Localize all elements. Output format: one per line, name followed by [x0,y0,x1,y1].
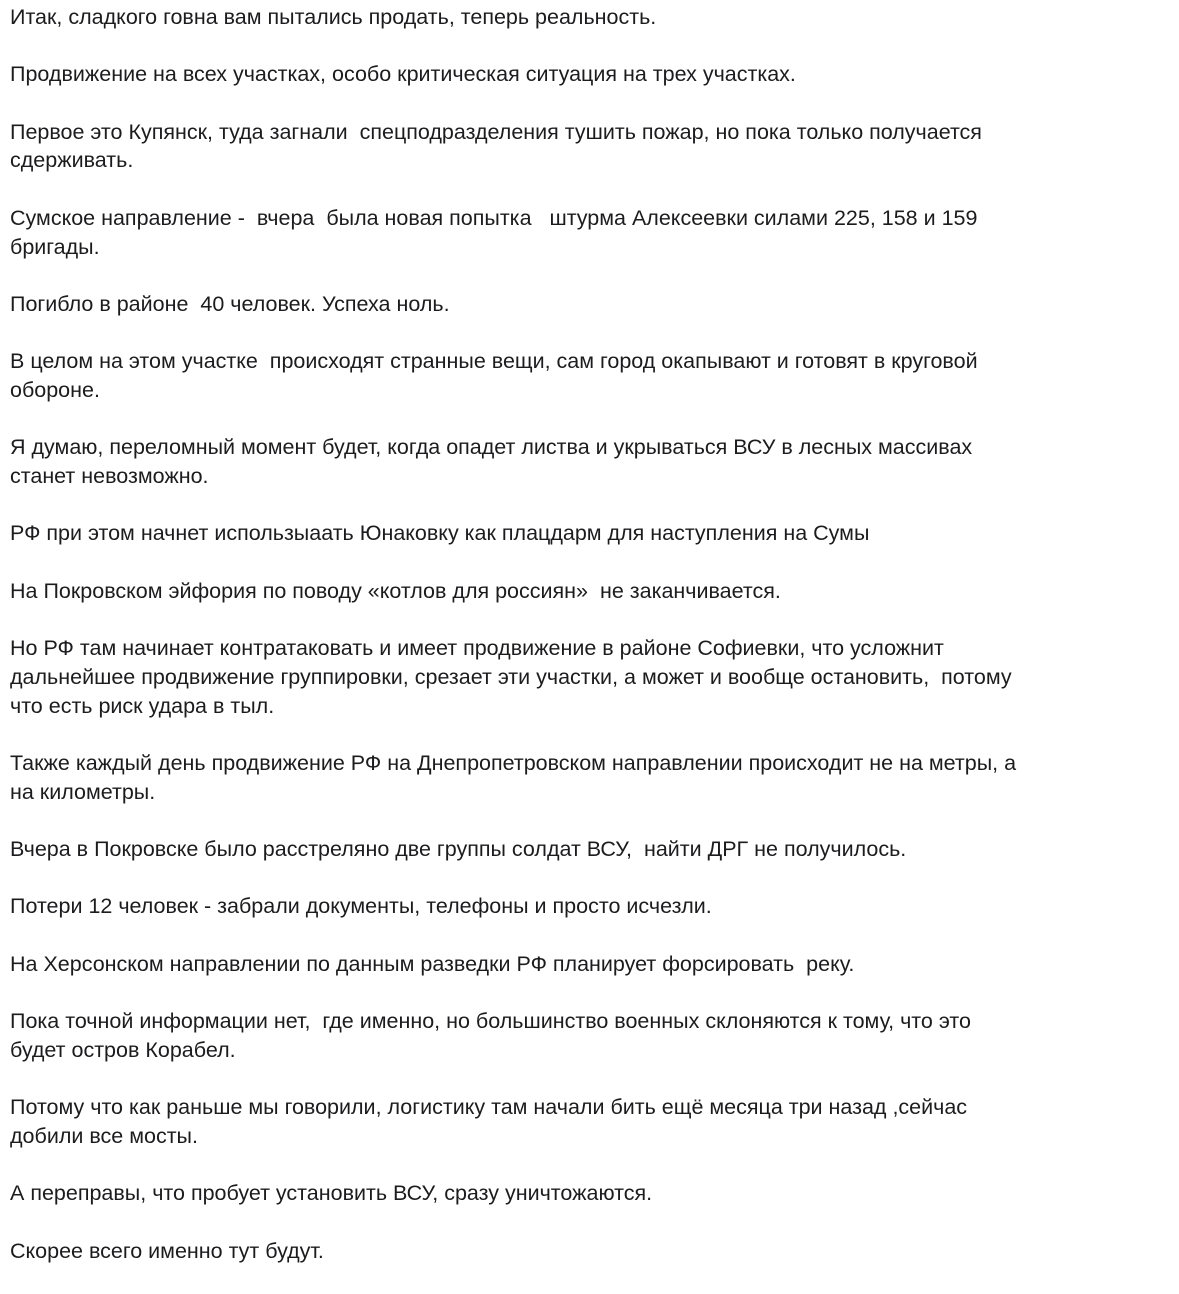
text-line: Потери 12 человек - забрали документы, телефоны и просто исчезли. [10,894,712,919]
paragraph [10,749,1179,806]
text-line: Первое это Купянск, туда загнали спецподразделения тушить пожар, но пока только получается [10,119,982,144]
paragraph [10,1007,1179,1064]
paragraph [10,204,1179,261]
text-line: Потому что как раньше мы говорили, логистику там начали бить ещё месяца три назад ,сейчас [10,1095,968,1120]
text-line: что есть риск удара в тыл. [10,693,275,718]
paragraph [10,433,1179,490]
text-line: Скорее всего именно тут будут. [10,1238,324,1263]
text-line: А переправы, что пробует установить ВСУ, сразу уничтожаются. [10,1181,653,1206]
paragraph [10,60,1179,89]
paragraph [10,892,1179,921]
text-line: Итак, сладкого говна вам пытались продать, теперь реальность. [10,5,657,29]
text-line: Пока точной информации нет, где именно, но большинство военных склоняются к тому, что это [10,1009,971,1034]
paragraph [10,634,1179,720]
text-line: Также каждый день продвижение РФ на Днепропетровском направлении происходит не на метры, а [10,750,1017,775]
paragraph [10,835,1179,864]
text-line: бригады. [10,234,100,259]
text-line: добили все мосты. [10,1123,198,1148]
paragraph [10,347,1179,404]
text-line: сдерживать. [10,148,134,173]
paragraph [10,1093,1179,1150]
text-line: Продвижение на всех участках, особо критическая ситуация на трех участках. [10,62,796,87]
text-line: Но РФ там начинает контратаковать и имеет продвижение в районе Софиевки, что усложнит [10,636,944,661]
text-line: Сумское направление - вчера была новая попытка штурма Алексеевки силами 225, 158 и 159 [10,205,978,230]
text-line: Я думаю, переломный момент будет, когда опадет листва и укрываться ВСУ в лесных массивах [10,435,973,460]
text-line: станет невозможно. [10,464,209,488]
paragraph [10,3,1179,32]
text-line: РФ при этом начнет использыаать Юнаковку как плацдарм для наступления на Сумы [10,521,870,546]
text-line: дальнейшее продвижение группировки, срезает эти участки, а может и вообще остановить, потому [10,664,1012,689]
paragraph [10,519,1179,548]
paragraph [10,1179,1179,1208]
text-line: На Покровском эйфория по поводу «котлов для россиян» не заканчивается. [10,578,781,603]
paragraph [10,118,1179,175]
paragraph [10,950,1179,979]
text-line: На Херсонском направлении по данным разведки РФ планирует форсировать реку. [10,951,855,976]
text-line: Погибло в районе 40 человек. Успеха ноль. [10,291,450,316]
text-line: обороне. [10,377,100,402]
text-line: будет остров Корабел. [10,1037,236,1062]
paragraph [10,1237,1179,1266]
text-line: В целом на этом участке происходят странные вещи, сам город окапывают и готовят в круговой [10,349,978,374]
paragraph [10,290,1179,319]
paragraph [10,577,1179,606]
text-line: на километры. [10,779,156,804]
text-line: Вчера в Покровске было расстреляно две группы солдат ВСУ, найти ДРГ не получилось. [10,836,907,861]
document-text [10,3,1179,1294]
